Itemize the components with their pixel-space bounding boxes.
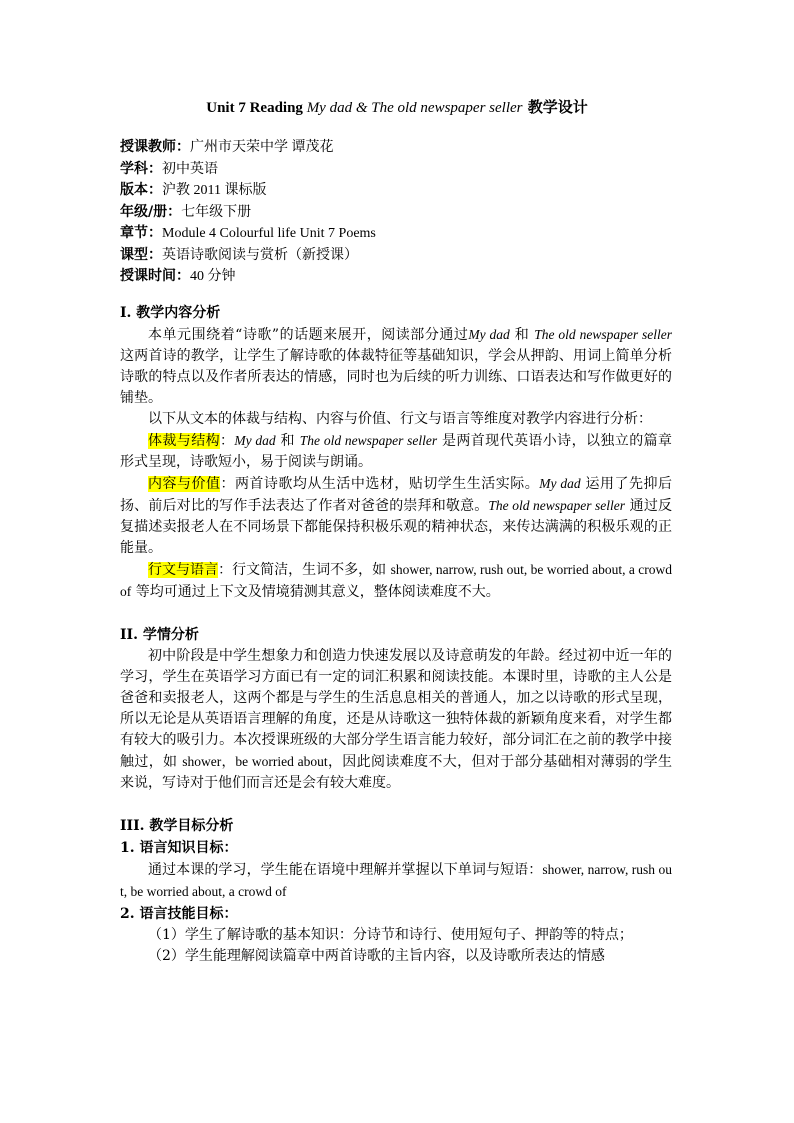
section-heading: I. 教学内容分析 bbox=[120, 305, 221, 321]
section-heading: III. 教学目标分析 bbox=[120, 818, 234, 834]
meta-value: Module 4 Colourful life Unit 7 Poems bbox=[162, 226, 376, 241]
vocab-list: shower，be worried about bbox=[182, 754, 328, 769]
highlight-label: 内容与价值 bbox=[148, 476, 221, 492]
meta-key: 学科： bbox=[120, 160, 162, 177]
poem-title: My dad bbox=[468, 327, 510, 342]
text-run: 这两首诗的教学，让学生了解诗歌的体裁特征等基础知识，学会从押韵、用词上简单分析诗歌的特点以及作者所表达的情感，同时也为后续的听力训练、口语表达和写作做更好的铺垫。 bbox=[120, 348, 672, 406]
poem-title: My dad bbox=[234, 433, 276, 448]
meta-chapter bbox=[120, 223, 680, 245]
poem-title: My dad bbox=[539, 476, 581, 491]
paragraph bbox=[120, 430, 672, 473]
list-item: （1）学生了解诗歌的基本知识：分诗节和诗行、使用短句子、押韵等的特点； bbox=[148, 927, 633, 943]
meta-value: 广州市天荣中学 谭茂花 bbox=[190, 140, 334, 155]
text-run: ，因此阅读难度不大，但对于部分基础相对薄弱的学生来说，写诗对于他们而言还是会有较大难度。 bbox=[120, 754, 673, 791]
text-run: 初中阶段是中学生想象力和创造力快速发展以及诗意萌发的年龄。经过初中近一年的学习，学生在英语学习方面已有一定的词汇积累和阅读技能。本课时里，诗歌的主人公是爸爸和卖报老人，这两个都是与学生的生活息息相关的普通人，加之以诗歌的形式呈现，所以无论是从英语语言理解的角度，还是从诗歌这一独特体裁的新颖角度来看，对学生都有较大的吸引力。本次授课班级的大部分学生语言能力较好，部分词汇在之前的教学中接触过，如 bbox=[120, 648, 672, 770]
highlight-label: 体裁与结构 bbox=[148, 433, 221, 449]
lesson-meta bbox=[120, 137, 680, 288]
meta-duration bbox=[120, 266, 680, 288]
meta-key: 授课教师： bbox=[120, 139, 190, 155]
meta-key: 年级/册： bbox=[120, 203, 182, 220]
title-poem1: My dad bbox=[306, 100, 353, 116]
paragraph bbox=[120, 324, 672, 409]
meta-value: 初中英语 bbox=[162, 161, 218, 177]
text-run: 通过本课的学习，学生能在语境中理解并掌握以下单词与短语： bbox=[148, 862, 543, 878]
meta-value: 40 分钟 bbox=[190, 269, 236, 284]
paragraph bbox=[120, 473, 672, 559]
text-run: ：两首诗歌均从生活中选材，贴切学生生活实际。 bbox=[220, 476, 540, 492]
text-run: 本单元围绕着“诗歌”的话题来展开，阅读部分通过 bbox=[148, 327, 469, 343]
text-run: 和 bbox=[275, 433, 300, 449]
document-title bbox=[0, 96, 794, 117]
subsection-heading: 1. 语言知识目标： bbox=[120, 840, 238, 856]
meta-key: 章节： bbox=[120, 225, 162, 241]
highlight-label: 行文与语言 bbox=[148, 562, 219, 578]
meta-subject bbox=[120, 159, 680, 181]
spacer bbox=[120, 603, 672, 624]
meta-value: 沪教 2011 课标版 bbox=[162, 183, 267, 198]
paragraph bbox=[120, 559, 672, 603]
meta-grade bbox=[120, 202, 680, 224]
vocab-list: shower, narrow, rush out, be worried about, a crowd of bbox=[120, 862, 673, 899]
subsection-heading: 2. 语言技能目标： bbox=[120, 906, 238, 922]
poem-title: The old newspaper seller bbox=[534, 327, 672, 342]
poem-title: The old newspaper seller bbox=[299, 433, 438, 448]
poem-title: The old newspaper seller bbox=[488, 498, 626, 513]
vocab-list: shower, narrow, rush out, be worried about, a crowd of bbox=[120, 562, 672, 599]
text-run: 等均可通过上下文及情境猜测其意义，整体阅读难度不大。 bbox=[131, 584, 500, 600]
text-run: ： bbox=[220, 433, 235, 449]
text-run: 是两首现代英语小诗，以独立的篇章形式呈现，诗歌短小，易于阅读与朗诵。 bbox=[120, 433, 672, 470]
text-run: 运用了先抑后扬、前后对比的写作手法表达了作者对爸爸的崇拜和敬意。 bbox=[120, 476, 673, 514]
meta-lesson-type bbox=[120, 245, 680, 267]
section-heading: II. 学情分析 bbox=[120, 627, 199, 643]
paragraph bbox=[120, 859, 672, 903]
meta-key: 授课时间： bbox=[120, 268, 190, 284]
meta-teacher bbox=[120, 137, 680, 159]
title-amp: & bbox=[352, 100, 372, 116]
text-run: ：行文简洁，生词不多，如 bbox=[218, 562, 391, 578]
meta-key: 课型： bbox=[120, 246, 162, 263]
text-run: 通过反复描述卖报老人在不同场景下都能保持积极乐观的精神状态，来传达满满的积极乐观的正能量。 bbox=[120, 498, 672, 556]
spacer bbox=[120, 794, 672, 815]
meta-edition bbox=[120, 180, 680, 202]
meta-key: 版本： bbox=[120, 182, 162, 198]
title-poem2: The old newspaper seller bbox=[371, 100, 523, 116]
paragraph bbox=[120, 646, 672, 794]
document-body bbox=[120, 302, 672, 967]
list-item: （2）学生能理解阅读篇章中两首诗歌的主旨内容，以及诗歌所表达的情感 bbox=[148, 948, 605, 964]
meta-value: 七年级下册 bbox=[181, 204, 252, 220]
text-run: 和 bbox=[509, 327, 535, 343]
title-prefix: Unit 7 Reading bbox=[206, 100, 307, 116]
meta-value: 英语诗歌阅读与赏析（新授课） bbox=[162, 247, 358, 263]
paragraph: 以下从文本的体裁与结构、内容与价值、行文与语言等维度对教学内容进行分析： bbox=[148, 411, 652, 427]
title-suffix: 教学设计 bbox=[522, 98, 588, 116]
